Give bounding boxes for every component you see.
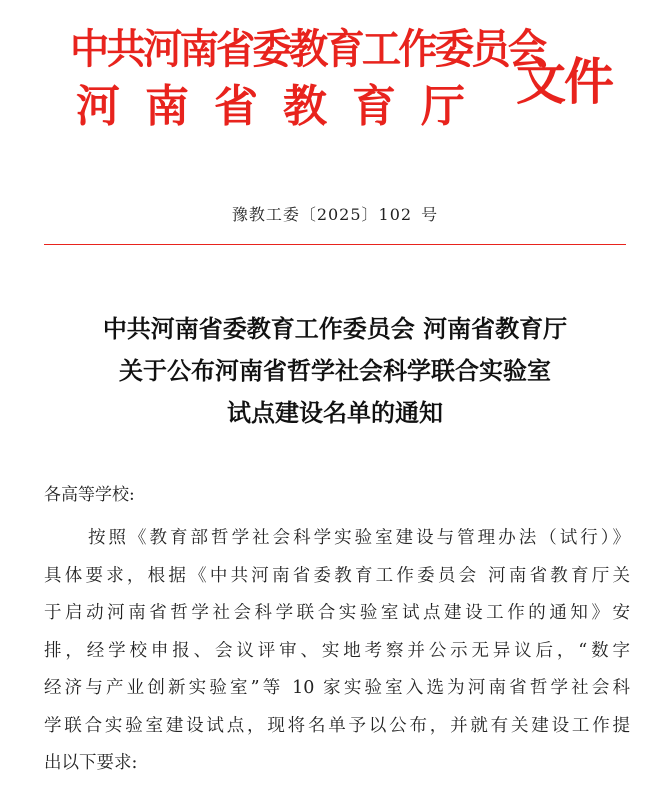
document-number: 豫教工委〔2025〕102 号: [231, 205, 439, 224]
issuer-line-1: 中共河南省委教育工作委员会: [70, 25, 545, 73]
body-line: 于启动河南省哲学社会科学联合实验室试点建设工作的通知》安: [44, 603, 630, 623]
issuer-line-2: 河南省教育厅: [76, 81, 490, 132]
body-line: 学联合实验室建设试点，现将名单予以公布，并就有关建设工作提: [44, 715, 630, 736]
title-line-3: 试点建设名单的通知: [227, 399, 443, 427]
body-line: 按照《教育部哲学社会科学实验室建设与管理办法（试行）》: [88, 528, 630, 548]
red-divider: [44, 244, 626, 245]
title-line-2: 关于公布河南省哲学社会科学联合实验室: [119, 357, 551, 385]
body-line: 具体要求，根据《中共河南省委教育工作委员会 河南省教育厅关: [44, 565, 630, 586]
body-line: 排，经学校申报、会议评审、实地考察并公示无异议后，“数字: [44, 640, 630, 661]
title-line-1: 中共河南省委教育工作委员会 河南省教育厅: [102, 315, 568, 343]
body-paragraph: [44, 524, 630, 787]
body-line: 经济与产业创新实验室”等 10 家实验室入选为河南省哲学社会科: [44, 678, 630, 698]
body-line: 出以下要求:: [44, 753, 138, 773]
issuer-header: [70, 22, 545, 138]
document-title: [0, 308, 670, 434]
file-label: 文件: [516, 53, 612, 111]
addressee: 各高等学校:: [44, 485, 135, 505]
